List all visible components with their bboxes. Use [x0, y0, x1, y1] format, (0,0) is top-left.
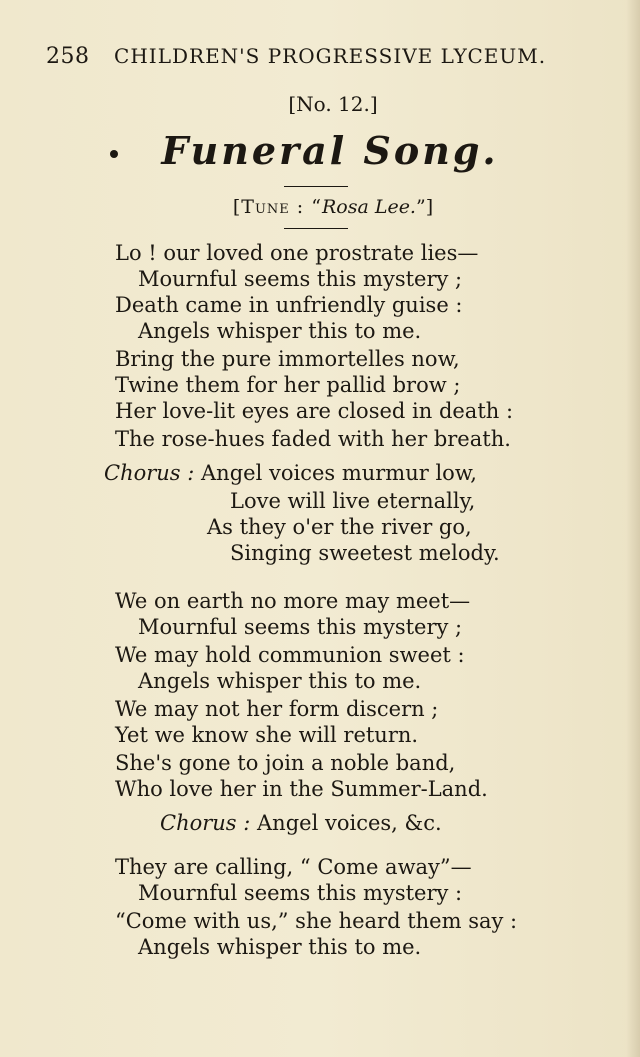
stanza2-line7: She's gone to join a noble band,: [115, 751, 456, 775]
chorus2-line: [160, 810, 442, 836]
stanza1-line4: Angels whisper this to me.: [138, 319, 422, 343]
tune-suffix: ”]: [415, 196, 434, 218]
page-number: 258: [46, 44, 90, 69]
chorus1-text1: Angel voices murmur low,: [201, 461, 477, 485]
song-title: Funeral Song.: [161, 128, 499, 173]
stanza1-line5: Bring the pure immortelles now,: [115, 347, 460, 371]
stanza3-line2: Mournful seems this mystery :: [138, 881, 463, 905]
stanza2-line6: Yet we know she will return.: [115, 723, 419, 747]
stanza3-line1: They are calling, “ Come away”—: [115, 855, 472, 879]
stanza1-line8: The rose-hues faded with her breath.: [115, 427, 511, 451]
stanza1-line6: Twine them for her pallid brow ;: [115, 373, 461, 397]
stanza1-line3: Death came in unfriendly guise :: [115, 293, 463, 317]
stanza1-line2: Mournful seems this mystery ;: [138, 267, 463, 291]
tune-name: Rosa Lee.: [321, 196, 416, 218]
chorus2-label: Chorus :: [160, 811, 251, 835]
tune-line: [0, 196, 640, 218]
tune-rule: [284, 228, 348, 229]
chorus1-line4: Singing sweetest melody.: [230, 541, 500, 565]
stanza2-line4: Angels whisper this to me.: [138, 669, 422, 693]
stanza3-line3: “Come with us,” she heard them say :: [115, 909, 518, 933]
chorus2-text: Angel voices, &c.: [257, 811, 442, 835]
stanza3-line4: Angels whisper this to me.: [138, 935, 422, 959]
stanza2-line8: Who love her in the Summer-Land.: [115, 777, 488, 801]
stanza1-line7: Her love-lit eyes are closed in death :: [115, 399, 514, 423]
song-number: [No. 12.]: [288, 92, 378, 116]
stanza2-line1: We on earth no more may meet—: [115, 589, 471, 613]
title-rule: [284, 186, 348, 187]
chorus1-line1: [104, 460, 477, 486]
chorus1-line2: Love will live eternally,: [230, 489, 476, 513]
stanza2-line2: Mournful seems this mystery ;: [138, 615, 463, 639]
running-title: CHILDREN'S PROGRESSIVE LYCEUM.: [114, 44, 547, 68]
running-header: [46, 44, 600, 69]
stanza2-line5: We may not her form discern ;: [115, 697, 439, 721]
chorus1-line3: As they o'er the river go,: [207, 515, 472, 539]
stanza2-line3: We may hold communion sweet :: [115, 643, 465, 667]
stanza1-line1: Lo ! our loved one prostrate lies—: [115, 241, 479, 265]
tune-prefix: [Tune : “: [232, 196, 322, 218]
chorus-label: Chorus :: [104, 461, 195, 485]
